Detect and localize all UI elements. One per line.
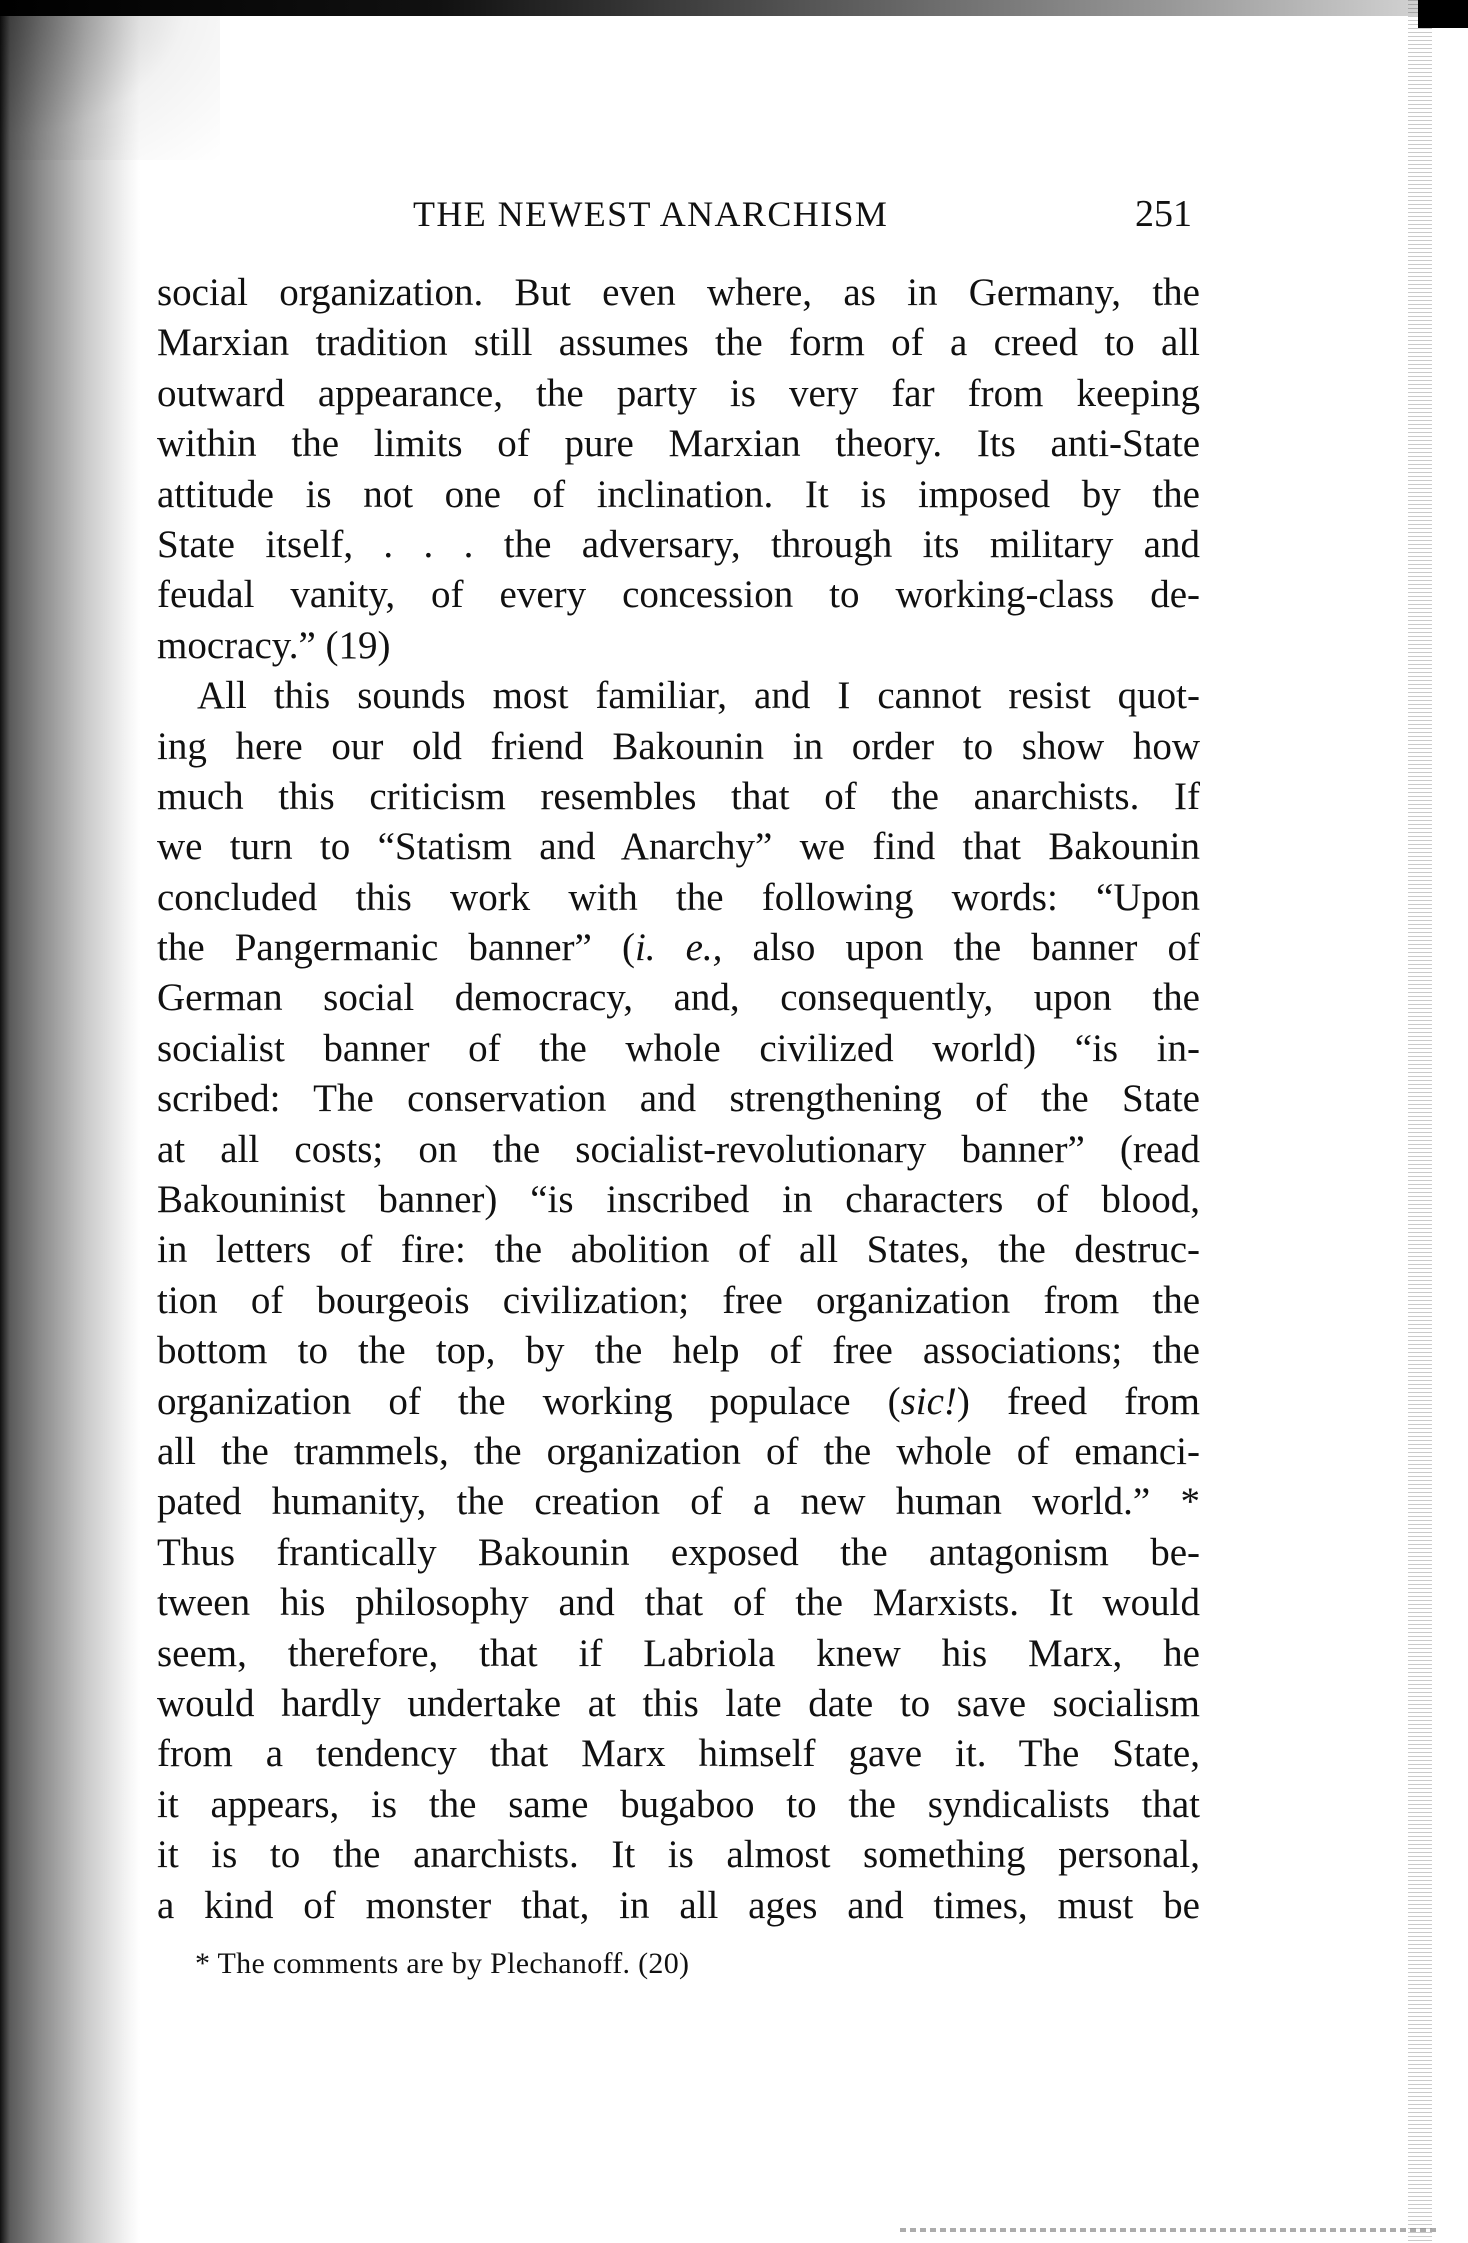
text-line: Thus frantically Bakounin exposed the antagonism be-	[157, 1530, 1200, 1574]
text-line-italic-ie: the Pangermanic banner” (i. e., also upon the banner of	[157, 926, 1200, 970]
text-line: a kind of monster that, in all ages and times, must be	[157, 1883, 1200, 1927]
text-line: tween his philosophy and that of the Marxists. It would	[157, 1581, 1200, 1625]
text-line: bottom to the top, by the help of free associations; the	[157, 1329, 1200, 1373]
text-line: outward appearance, the party is very far from keeping	[157, 371, 1200, 415]
paragraph-end-line: mocracy.” (19)	[157, 623, 391, 667]
italic-phrase: sic!	[900, 1379, 957, 1423]
scan-corner-shadow	[0, 0, 220, 160]
text-line: tion of bourgeois civilization; free organization from the	[157, 1278, 1200, 1322]
paragraph-start-line: All this sounds most familiar, and I cannot resist quot-	[197, 674, 1200, 718]
text-line-italic-sic: organization of the working populace (sic!) freed from	[157, 1379, 1200, 1423]
running-head	[157, 192, 1200, 236]
text-line: attitude is not one of inclination. It is imposed by the	[157, 472, 1200, 516]
text-line-footnote-ref: pated humanity, the creation of a new human world.” *	[157, 1480, 1200, 1524]
running-title: THE NEWEST ANARCHISM	[413, 194, 889, 234]
scan-top-edge	[0, 0, 1468, 16]
text-line: scribed: The conservation and strengthening of the State	[157, 1077, 1200, 1121]
scan-right-edge	[1408, 0, 1432, 2243]
text-line: from a tendency that Marx himself gave it. The State,	[157, 1732, 1200, 1776]
text-line: Marxian tradition still assumes the form of a creed to all	[157, 321, 1200, 365]
scan-bottom-edge	[900, 2228, 1440, 2232]
text-line: we turn to “Statism and Anarchy” we find that Bakounin	[157, 825, 1200, 869]
text-line: within the limits of pure Marxian theory. Its anti-State	[157, 422, 1200, 466]
scan-corner-mark	[1418, 0, 1468, 28]
text-line: Bakouninist banner) “is inscribed in characters of blood,	[157, 1178, 1200, 1222]
text-line: it is to the anarchists. It is almost something personal,	[157, 1833, 1200, 1877]
text-line: social organization. But even where, as in Germany, the	[157, 271, 1200, 314]
scan-left-shadow	[0, 0, 140, 2243]
text-line: socialist banner of the whole civilized world) “is in-	[157, 1026, 1200, 1070]
text-line: would hardly undertake at this late date to save socialism	[157, 1681, 1200, 1725]
text-line: it appears, is the same bugaboo to the syndicalists that	[157, 1782, 1200, 1826]
text-line: much this criticism resembles that of the anarchists. If	[157, 774, 1200, 818]
text-line: ing here our old friend Bakounin in order to show how	[157, 724, 1200, 768]
page-number: 251	[1135, 193, 1192, 235]
text-line: State itself, . . . the adversary, through its military and	[157, 522, 1200, 566]
body-text	[157, 268, 1200, 1931]
text-line: in letters of fire: the abolition of all States, the destruc-	[157, 1228, 1200, 1272]
text-line: German social democracy, and, consequently, upon the	[157, 976, 1200, 1020]
text-line: seem, therefore, that if Labriola knew his Marx, he	[157, 1631, 1200, 1675]
text-line: at all costs; on the socialist-revolutionary banner” (read	[157, 1127, 1200, 1171]
text-line: all the trammels, the organization of the whole of emanci-	[157, 1429, 1200, 1473]
italic-phrase: i. e.,	[634, 926, 723, 970]
footnote: * The comments are by Plechanoff. (20)	[195, 1947, 690, 1980]
text-line: feudal vanity, of every concession to working-class de-	[157, 573, 1200, 617]
text-line: concluded this work with the following words: “Upon	[157, 875, 1200, 919]
